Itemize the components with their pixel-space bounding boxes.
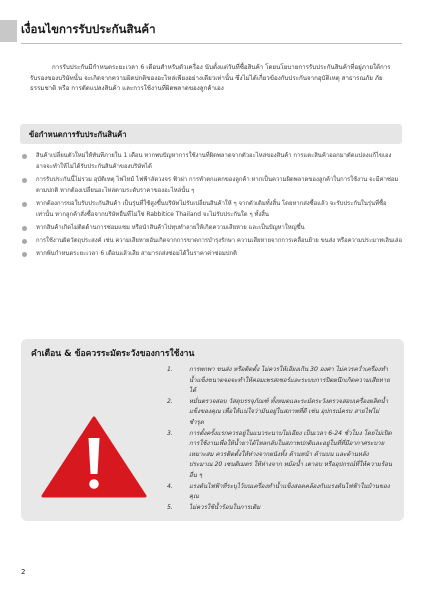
page-title: เงื่อนไขการรับประกันสินค้า xyxy=(21,22,156,36)
bullet-icon xyxy=(22,154,27,159)
warning-item-number: 2. xyxy=(167,397,173,405)
warning-item xyxy=(167,503,393,514)
warning-item-number: 1. xyxy=(167,366,173,373)
list-item xyxy=(20,199,402,221)
list-item-text: หากสินค้าเกิดไม่ติดด้านการซ่อมแซม หรือนำสินค้าไปทุบทำลายให้เกิดความเสียหาย และเป็นปัญหาใหญ่ขึ้น xyxy=(36,225,305,231)
conditions-list xyxy=(20,151,402,262)
warning-title: คำเตือน & ข้อควรระมัดระวังของการใช้งาน xyxy=(31,349,195,359)
list-item-text: การรับประกันนี้ไม่รวม อุบัติเหตุ ไฟไหม้ ไฟฟ้าลัดวงจร ฟ้าผ่า การทำตกแตกของลูกค้า หากเป็นความผิดพลาดของลูกค้าในการใช้งาน จะมีค่าซ่อมตามปกติ หากต้องเปลี่ยนอะไหล่ตามระดับราคาของอะไหล่นั้น ๆ xyxy=(36,177,399,194)
list-item-text: หากต้องการขอใบรับประกันสินค้า เป็นรุ่นที่ใช้สูงขึ้นบริษัทไม่รับเปลี่ยนสินค้าให้ ๆ จากตัวเดิมทั้งสิ้น โดยหากส่งซื้อแล้ว จะรับประกันในรุ่นที่ซื้อเท่านั้น หากลูกค้าสั่งซื้อจากบริษัทอื่นที่ไม่ใช่ Rabbitice Thailand จะไม่รับประกันใด ๆ ทั้งสิ้น xyxy=(36,201,387,218)
warning-item xyxy=(167,365,393,397)
warning-item-text: ไม่ควรใช้น้ำร้อนในการเติม xyxy=(189,503,261,511)
list-item-text: สินค้าเปลี่ยนตัวใหม่ให้ทันทีภายใน 1 เดือน หากพบปัญหาการใช้งานที่ผิดพลาดจากตัวอะไหล่ของสินค้า การแตะสินค้าออกมาตัดแปลงแก้ไขเอง อาจจะทำให้ไม่ได้รับประกันสินค้าของบริษัทได้ xyxy=(36,153,392,170)
warning-item xyxy=(167,429,393,482)
warning-item-text: การพกพา ขนส่ง หรือติดตั้ง ไม่ควรให้เอียงเกิน 30 องศา ไม่ควรคว่ำเครื่องทำน้ำแข็งขนาดจอจะทำให้คอมเพรสเซอร์และระบบการปิดผนึกเกิดความเสียหายได้ xyxy=(189,366,390,395)
warning-box xyxy=(21,339,404,521)
warning-triangle-icon xyxy=(41,416,147,498)
conditions-heading: ข้อกำหนดการรับประกันสินค้า xyxy=(29,130,127,139)
title-accent-bar xyxy=(0,20,17,42)
warning-item-text: แรงดันไฟฟ้าที่ระบุไว้บนเครื่องทำน้ำแข็งสอดคล้องกับแรงดันไฟฟ้าในบ้านของคุณ xyxy=(189,482,390,501)
title-bar xyxy=(0,18,421,44)
list-item xyxy=(20,223,402,234)
warning-item xyxy=(167,397,393,429)
bullet-icon xyxy=(22,178,27,183)
bullet-icon xyxy=(22,226,27,231)
warning-item-number: 4. xyxy=(167,482,173,490)
intro-paragraph: การรับประกันมีกำหนดระยะเวลา 6 เดือนสำหรับตัวเครื่อง นับตั้งแต่วันที่ซื้อสินค้า โดยนโยบายการรับประกันสินค้าที่อยู่ภายใต้การรับรองของบริษัทนั้น จะเกิดจากความผิดปกติของอะไหล่เพียงอย่างเดียวเท่านั้น ซึ่งไม่ได้เกี่ยวข้องกับประกันจากอุบัติเหตุ สาธารณภัย ภัยธรรมชาติ หรือ การดัดแปลงสินค้า และการใช้งานที่ผิดพลาดของลูกค้าเอง xyxy=(30,64,391,93)
bullet-icon xyxy=(22,252,27,257)
list-item xyxy=(20,175,402,197)
bullet-icon xyxy=(22,202,27,207)
list-item xyxy=(20,151,402,173)
list-item xyxy=(20,236,402,247)
page-number: 2 xyxy=(21,568,26,576)
conditions-heading-box xyxy=(20,124,402,144)
bullet-icon xyxy=(22,239,27,244)
title-divider xyxy=(21,43,402,44)
list-item-text: การใช้งานผิดวัตถุประสงค์ เช่น ความเสียหายอันเกิดจากการขาดการบำรุงรักษา ความเสียหายจากการเคลื่อนย้าย ขนส่ง หรือความประมาทเลินเล่อ xyxy=(36,238,403,244)
warning-item-text: หมั่นตรวจสอบ วัสดุบรรจุภัณฑ์ ทั้งหมดและระมัดระวังตรวจสอบเครื่องผลิตน้ำแข็งของคุณ เพื่อให้แน่ใจว่ามันอยู่ในสภาพที่ดี เช่น อุปกรณ์ครบ สายไฟไม่ชำรุด xyxy=(189,397,389,426)
warning-item-text: การตั้งครั้งแรกควรอยู่ในแนวระนาบไม่เอียง เป็นเวลา 6-24 ชั่วโมง โดยไม่เปิดการใช้งานเพื่อให้น้ำยาได้ไหลกลับในสภาพปกติและอยู่ในที่ที่มีอากาศระบายเหมาะสม ควรติดตั้งให้ห่างจากผนังทั้ง ด้านหน้า ด้านบน และด้านหลัง ประมาณ 20 เซนติเมตร ให้ห่างจาก หม้อน้ำ เตาอบ หรืออุปกรณ์ที่ให้ความร้อนอื่น ๆ xyxy=(189,429,393,479)
warning-item-number: 5. xyxy=(167,503,173,511)
list-item xyxy=(20,249,402,260)
warning-list xyxy=(167,365,393,513)
warning-item xyxy=(167,482,393,503)
list-item-text: หากพ้นกำหนดระยะเวลา 6 เดือนแล้วเสีย สามารถส่งซ่อมได้ในราคาค่าซ่อมปกติ xyxy=(36,251,237,257)
warning-item-number: 3. xyxy=(167,429,173,437)
